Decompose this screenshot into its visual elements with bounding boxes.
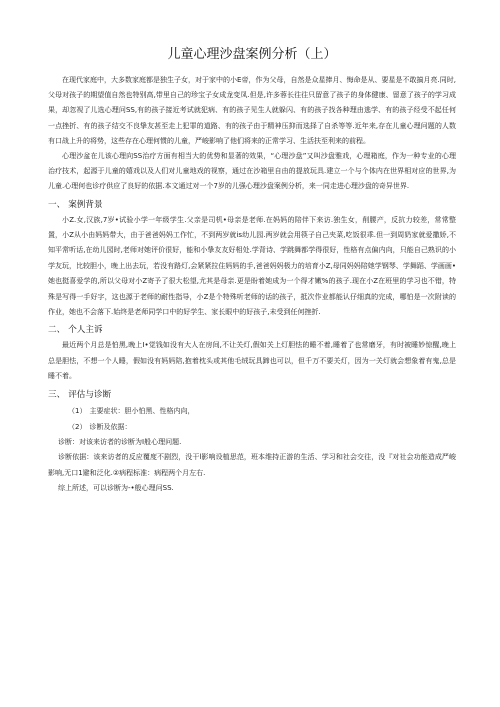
- document-page: [48, 46, 456, 497]
- section-heading: [48, 322, 456, 338]
- list-item: [48, 419, 456, 435]
- diagnosis-line: 诊断依据：该来访者的反应覆度不剧烈，没干l影响设植思范，班本维持正游的生活、学习和社会交往，没『对社会功能造成严峻影响,无口1避和泛化.②病程标准：病程两个月左右.: [48, 453, 456, 477]
- diagnosis-line: 诊断：对该来访者的诊断为I般心理问题.: [58, 437, 182, 446]
- document-title: 儿童心理沙盘案例分析（上）: [167, 47, 337, 62]
- section-number: 二、: [48, 325, 66, 336]
- list-item-text: 诊断及依据：: [89, 422, 132, 431]
- section-heading: [48, 197, 456, 213]
- list-item-mark: （2）: [68, 422, 87, 431]
- list-item: [48, 403, 456, 419]
- intro-paragraph: 在现代家庭中，大多数家庭都是独生子女，对于家中的小E帝，作为父母，自然是众星捧月、悔命是从、要星是不敢搞月亮.同时,父母对孩子的期望值自然也特别高,带里自己的珍宝子女成龙变凤.但是,许多蓉长往往只留意了孩子的身体健康、留意了孩子的学习成果，却忽视了儿选心理问SS,有的孩子接近考试就犯病、有的孩子见生人就躲闪、有的孩子找各种理由逃学、有的孩子经受不起任何一点挫折、有的孩子结交不良挚友甚至走上犯罪的道路、有的孩子由于精神压抑而选择了自杀等等.近年来,存在儿童心理问题的人数有口战上升的将势，这些存在心理何惯的儿童，严峻影响了他们将来的正常学习、生活扶至利来的前程。: [48, 76, 456, 145]
- section-title: 个人主诉: [68, 325, 103, 336]
- list-item-text: 主要症状：胆小怕黑、性格内向，: [89, 406, 195, 415]
- section-heading: [48, 387, 456, 403]
- section-paragraph: 最近两个月总是怕黑,晚上I•觉钱如没有大人在房间,不让关灯,假如关上灯胆怯的睡不着,睡着了也常磨牙，有时被睡妙惊醒,晚上总是胆怯，不想一个人睡，假如没有妈妈陪,抱着枕头或其他毛绒玩具蹄也可以，但千万不要关灯，因为一关灯就会想象着有鬼,总是睡不着。: [48, 341, 456, 381]
- section-title: 案例背景: [68, 199, 103, 210]
- intro-paragraph: 心理沙盆在儿该心理向SS治疗方面有相当大的优势和显著的效果，“心理沙盘”又叫沙盘雅戏，心理箱庭，作为一种专业的心理治疗技术，起源于儿童的嬉戏以及人们对儿童地戏的视察，通过在沙箱里自由的提放玩具.建立一个与个体内在世界相对应的世界,为儿童.心理何也诊疗供应了良好的依据.本文通过对一个7岁的儿强心理沙盘案例分析，来一同走进心理沙盘的奇异世界.: [48, 152, 456, 191]
- list-item-mark: （1）: [68, 406, 87, 415]
- diagnosis-line: 综上所述，可以诊断为-•般心理问SS.: [58, 484, 174, 493]
- section-number: 一、: [48, 199, 66, 210]
- section-title: 评估与诊断: [68, 389, 112, 400]
- section-number: 三、: [48, 389, 66, 400]
- section-paragraph: 小Z.女,汉族,7岁•试验小学一年级学生.父亲是司机•母亲是老师.在妈妈的陪伴下来访.独生女，削腰产，反抗力较差，常常整置，小Z从小由妈妈带大，由于爸爸妈妈工作忙，不到两岁就is幼儿园.两岁就会用筷子自己夹菜,吃饭很乖.但一到周奶家就爱撒娇,不知平常听话,在幼儿园时,老师对她评价很好，能和小挚友友好相处.学背诗、学跳舞都学得很好，性格有点偏内向，只能自己熟识的小学友玩，比较胆小，晚上出去玩，若没有路灯,会紧紧拉住妈妈的手,爸爸妈妈极力的培育小Z,母同妈妈陪她学钢琴、学舞蹈、学画画•她也挺喜爱学的,所以父母对小Z寄予了很大松望,尤其是母亲.更是盼着她成为一个得才嫩%的孩子.现在小Z在班里的学习也不错，特殊是写得一手好字，这也源于老师的耐性指导，小Z是个特殊听老师的话的孩子，抵次作业都能认仔细真的完成，哪怕是一次附读的作业，她也不会落下.始终是老师同学口中的好学生、家长眼中的好孩子,未受到任何挫折.: [48, 215, 456, 317]
